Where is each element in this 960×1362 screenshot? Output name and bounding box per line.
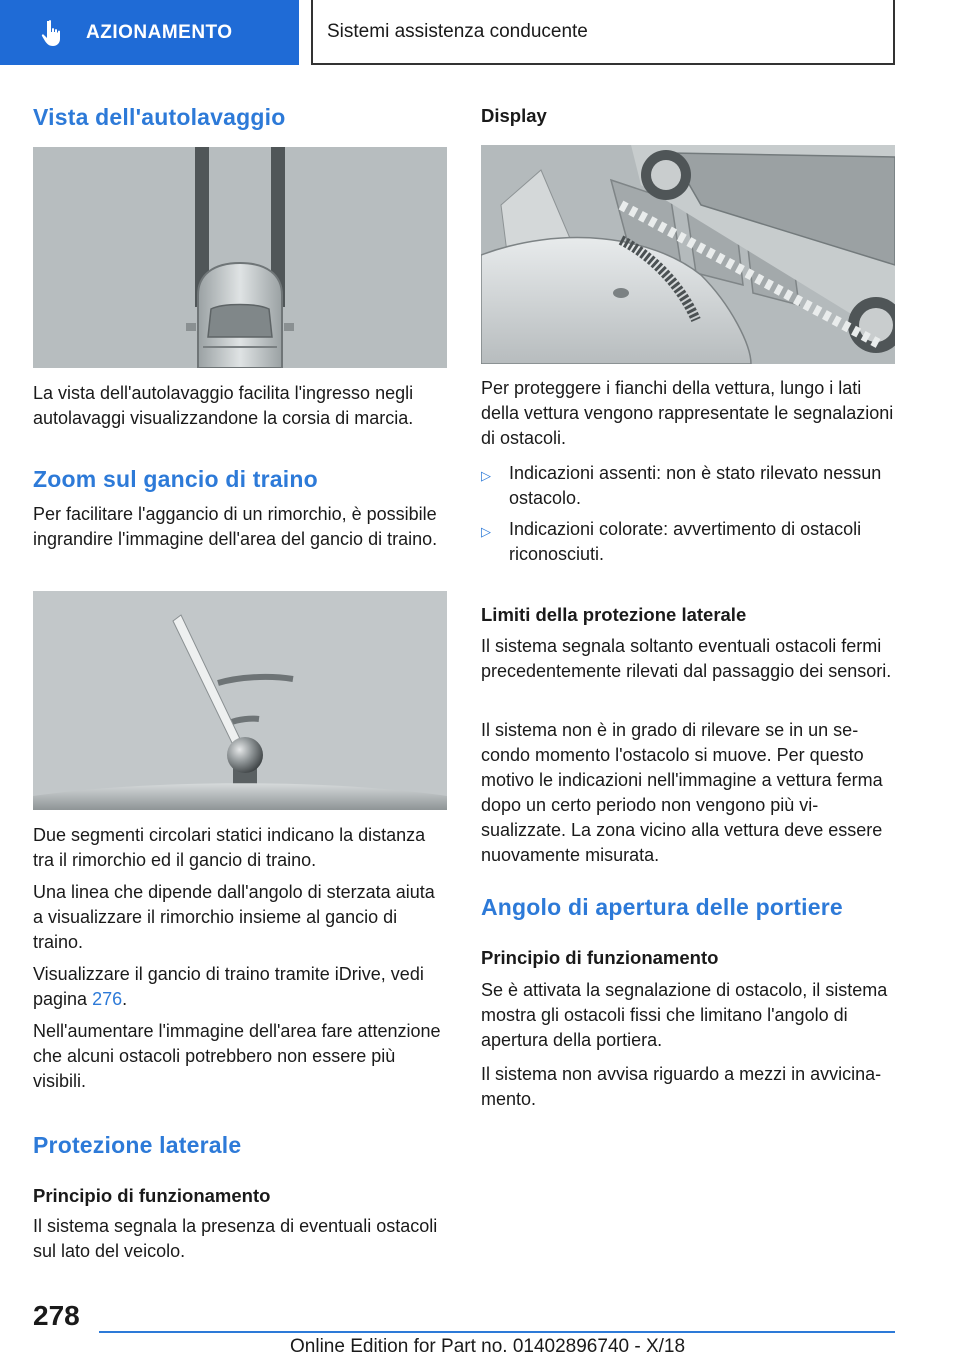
tow-hitch-zoom-image: [33, 591, 447, 810]
heading-angolo-portiere: Angolo di apertura delle portiere: [481, 894, 843, 920]
chapter-header: [311, 0, 895, 65]
paragraph-angolo-2: Il sistema non avvisa riguardo a mezzi in avvicinamento.: [481, 1064, 882, 1109]
paragraph-display: Per proteggere i fianchi della vettura, lungo i lati della vettura vengono rappresentate le segnalazioni di ostacoli.: [481, 378, 894, 448]
heading-protezione-laterale: Protezione laterale: [33, 1132, 242, 1158]
paragraph-angolo-1: Se è attivata la segnalazione di ostacolo, il sistema mostra gli ostacoli fissi che limitano l'angolo di apertura della portiera.: [481, 980, 888, 1050]
page-number: 278: [33, 1300, 80, 1331]
subheading-display: Display: [481, 105, 547, 126]
paragraph-visualizzare: Visualizzare il gancio di traino tramite iDrive, vedi pagina 276.: [33, 964, 424, 1009]
paragraph-limiti-1: Il sistema segnala soltanto eventuali ostacoli fermi precedentemente rilevati dal passaggio dei sensori.: [481, 636, 892, 681]
triangle-bullet-icon: ▷: [481, 524, 491, 539]
side-protection-display-image: [481, 145, 895, 364]
triangle-bullet-icon: ▷: [481, 468, 491, 483]
hand-pointer-icon: [40, 19, 66, 47]
footer-divider: [99, 1331, 895, 1333]
edition-footer: Online Edition for Part no. 01402896740 - X/18: [290, 1336, 686, 1357]
paragraph-segmenti: Due segmenti circolari statici indicano la distanza tra il rimorchio ed il gancio di traino.: [33, 825, 426, 870]
paragraph-autolavaggio: La vista dell'autolavaggio facilita l'ingresso negli autolavaggi visualizzandone la corsia di marcia.: [33, 383, 414, 428]
list-item: ▷ Indicazioni colorate: avvertimento di ostacoli riconosciuti.: [481, 519, 862, 564]
chapter-title: Sistemi assistenza conducente: [327, 20, 588, 42]
heading-vista-autolavaggio: Vista dell'autolavaggio: [33, 104, 286, 130]
subheading-principio-left: Principio di funzionamento: [33, 1185, 271, 1206]
paragraph-limiti-2: Il sistema non è in grado di rilevare se in un secondo momento l'ostacolo si muove. Per questo motivo le indicazioni nell'immagine a vettura ferma dopo un certo periodo non vengono più visualizzate. La zona vicino alla vettura deve essere nuovamente misurata.: [481, 720, 883, 865]
paragraph-linea-sterzata: Una linea che dipende dall'angolo di sterzata aiuta a visualizzare il rimorchio insieme al gancio di traino.: [33, 882, 435, 952]
paragraph-zoom: Per facilitare l'aggancio di un rimorchio, è possibile ingrandire l'immagine dell'area del gancio di traino.: [33, 504, 438, 549]
section-tab[interactable]: [0, 0, 299, 65]
section-title: AZIONAMENTO: [86, 21, 233, 43]
heading-zoom-gancio: Zoom sul gancio di traino: [33, 466, 318, 492]
car-wash-view-image: [33, 147, 447, 368]
subheading-limiti: Limiti della protezione laterale: [481, 604, 747, 625]
paragraph-aumentare: Nell'aumentare l'immagine dell'area fare attenzione che alcuni ostacoli potrebbero non essere più visibili.: [33, 1021, 441, 1091]
subheading-principio-right: Principio di funzionamento: [481, 947, 719, 968]
paragraph-protezione: Il sistema segnala la presenza di eventuali ostacoli sul lato del veicolo.: [33, 1216, 438, 1261]
list-item: ▷ Indicazioni assenti: non è stato rilevato nessun ostacolo.: [481, 463, 882, 508]
page-reference-link[interactable]: 276: [92, 989, 123, 1009]
